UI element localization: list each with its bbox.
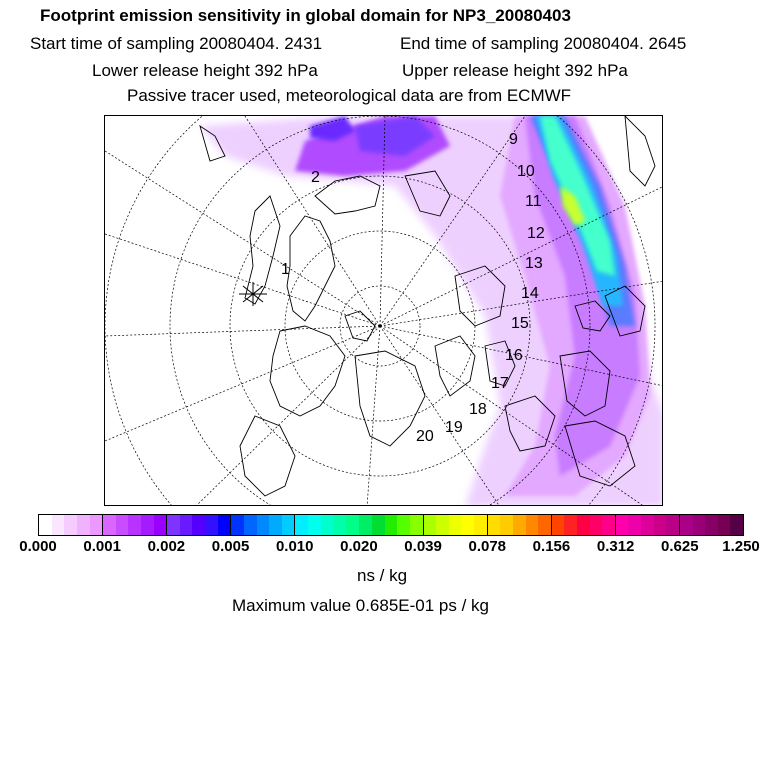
color-scale-tick-label: 0.078 <box>468 538 507 555</box>
track-label: 18 <box>469 401 487 418</box>
maximum-value-label: Maximum value 0.685E-01 ps / kg <box>232 596 490 615</box>
color-scale-cell <box>577 515 590 535</box>
color-scale-cell <box>526 515 539 535</box>
upper-height-label: Upper release height 392 hPa <box>402 61 628 80</box>
color-scale-cell <box>205 515 218 535</box>
color-scale-segment <box>359 515 423 535</box>
color-scale-tick-label: 0.001 <box>83 538 121 555</box>
color-scale-cell <box>64 515 77 535</box>
color-scale-bar <box>38 514 744 536</box>
color-scale-cell <box>436 515 449 535</box>
color-scale-cell <box>590 515 603 535</box>
color-scale-cell <box>513 515 526 535</box>
color-scale-cell <box>616 515 629 535</box>
color-scale-cell <box>192 515 205 535</box>
color-scale-tick-label: 0.010 <box>275 538 314 555</box>
track-label: 16 <box>505 347 523 364</box>
plot-title: Footprint emission sensitivity in global domain for NP3_20080403 <box>40 6 571 25</box>
color-scale-segment <box>295 515 359 535</box>
color-scale-cell <box>666 515 679 535</box>
track-label: 19 <box>445 419 463 436</box>
data-source-note: Passive tracer used, meteorological data are from ECMWF <box>127 86 572 105</box>
color-scale-cell <box>705 515 718 535</box>
color-scale-cell <box>295 515 308 535</box>
track-label: 14 <box>521 285 539 302</box>
color-scale-cell <box>488 515 501 535</box>
color-scale-segment <box>231 515 295 535</box>
color-scale-tick-label: 0.156 <box>532 538 571 555</box>
color-scale-cell <box>359 515 372 535</box>
color-scale-cell <box>257 515 270 535</box>
track-label: 15 <box>511 315 529 332</box>
color-scale-cell <box>602 515 615 535</box>
color-scale-segment <box>424 515 488 535</box>
color-scale-tick-label: 1.250 <box>722 538 760 555</box>
color-scale-segment <box>488 515 552 535</box>
color-scale-tick-label: 0.625 <box>661 538 699 555</box>
track-label: 12 <box>527 225 545 242</box>
color-scale-cell <box>500 515 513 535</box>
track-label: 10 <box>517 163 535 180</box>
color-scale-cell <box>449 515 462 535</box>
color-scale-cell <box>461 515 474 535</box>
color-scale-cell <box>244 515 257 535</box>
color-scale-cell <box>282 515 295 535</box>
track-label: 2 <box>311 169 320 186</box>
color-scale-cell <box>103 515 116 535</box>
color-scale-cell <box>180 515 193 535</box>
color-scale-segment <box>167 515 231 535</box>
polar-map <box>104 115 663 506</box>
color-scale-cell <box>77 515 90 535</box>
sensitivity-field <box>200 116 663 506</box>
track-label: 9 <box>509 131 518 148</box>
color-scale-cell <box>218 515 231 535</box>
color-scale-segment <box>616 515 680 535</box>
color-scale-segment <box>103 515 167 535</box>
color-scale-cell <box>90 515 103 535</box>
color-scale-tick-label: 0.005 <box>211 538 250 555</box>
color-scale-cell <box>167 515 180 535</box>
color-scale-cell <box>424 515 437 535</box>
color-scale-cell <box>52 515 65 535</box>
color-scale-tick-label: 0.312 <box>596 538 635 555</box>
color-scale-segment <box>680 515 743 535</box>
track-label: 20 <box>416 428 434 445</box>
color-scale-cell <box>474 515 487 535</box>
color-scale-cell <box>346 515 359 535</box>
color-scale-cell <box>39 515 52 535</box>
release-point-marker <box>239 282 267 306</box>
color-scale-cell <box>730 515 743 535</box>
color-scale-cell <box>269 515 282 535</box>
color-scale-cell <box>321 515 334 535</box>
color-scale-cell <box>333 515 346 535</box>
color-scale-cell <box>693 515 706 535</box>
color-scale-cell <box>628 515 641 535</box>
lower-height-label: Lower release height 392 hPa <box>92 61 318 80</box>
start-time-label: Start time of sampling 20080404. 2431 <box>30 34 323 53</box>
color-scale-cell <box>116 515 129 535</box>
color-scale-cell <box>372 515 385 535</box>
color-scale-tick-label: 0.039 <box>404 538 442 555</box>
color-scale-cell <box>641 515 654 535</box>
color-scale-segment <box>39 515 103 535</box>
color-scale-cell <box>154 515 167 535</box>
color-scale-cell <box>128 515 141 535</box>
color-scale-cell <box>718 515 731 535</box>
color-scale-cell <box>552 515 565 535</box>
color-scale-cell <box>397 515 410 535</box>
color-scale-cell <box>654 515 667 535</box>
color-scale-cell <box>538 515 551 535</box>
color-scale-cell <box>231 515 244 535</box>
color-scale-cell <box>410 515 423 535</box>
track-label: 11 <box>525 193 542 210</box>
color-scale-cell <box>141 515 154 535</box>
color-scale-cell <box>308 515 321 535</box>
track-label: 13 <box>525 255 543 272</box>
track-label: 1 <box>281 261 290 278</box>
track-label: 17 <box>491 375 509 392</box>
color-scale-segment <box>552 515 616 535</box>
color-scale-cell <box>385 515 398 535</box>
color-scale-tick-label: 0.002 <box>147 538 186 555</box>
color-scale-tick-label: 0.000 <box>19 538 57 555</box>
color-scale-cell <box>564 515 577 535</box>
color-scale-tick-label: 0.020 <box>340 538 378 555</box>
color-scale-cell <box>680 515 693 535</box>
units-label: ns / kg <box>357 566 408 585</box>
end-time-label: End time of sampling 20080404. 2645 <box>400 34 687 53</box>
